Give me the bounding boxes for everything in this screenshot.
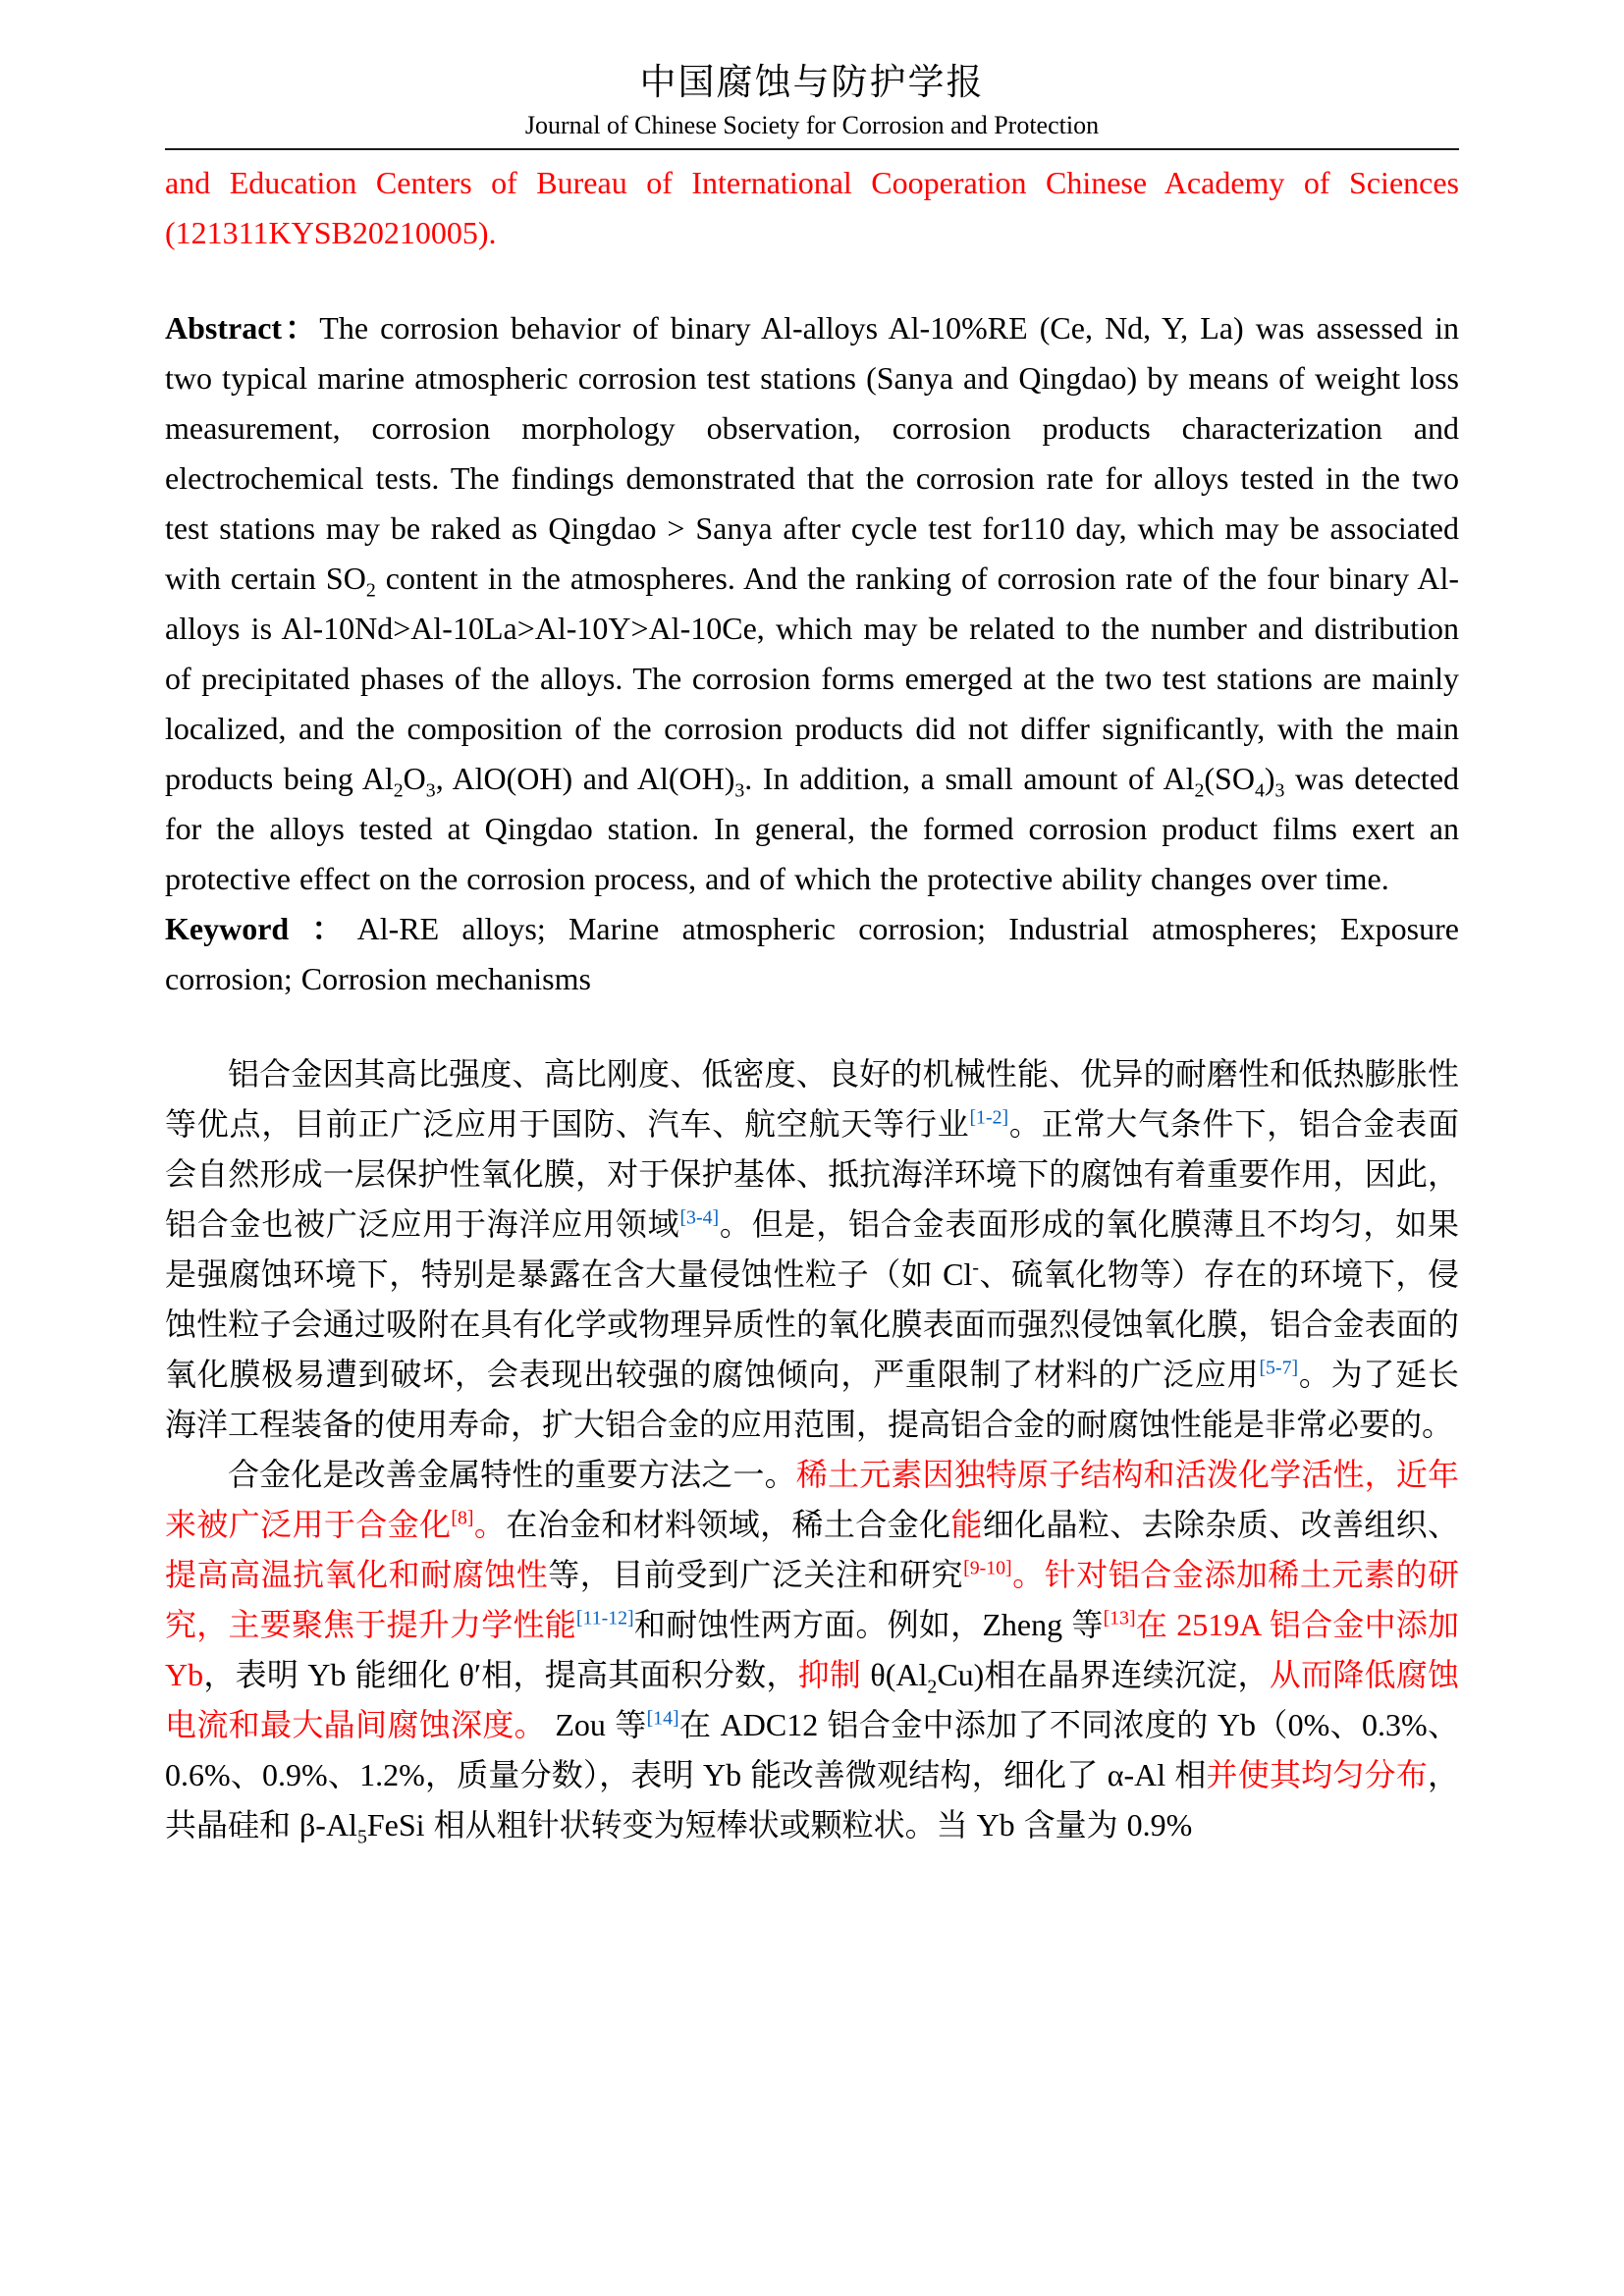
text-segment: 提高高温抗氧化和耐腐蚀性 bbox=[165, 1557, 549, 1592]
text-segment: content in the atmospheres. And the ranking of corrosion rate of the four binary Al-alloys is Al-10Nd>Al-10La>Al-10Y>Al-10Ce, which may be related to the number and distribution of precipitated phases of the alloys. The corrosion forms emerged at the two test stations are mainly localized, and the composition of the corrosion products did not differ significantly, with the main products being Al bbox=[165, 561, 1460, 796]
intro-paragraph-cn bbox=[165, 1049, 1459, 1450]
keyword-paragraph bbox=[165, 904, 1459, 1004]
citation-ref: [14] bbox=[646, 1707, 679, 1730]
chemical-subscript: 3 bbox=[734, 779, 745, 802]
text-segment: ，表明 Yb 能细化 θ′相，提高其面积分数， bbox=[203, 1657, 798, 1692]
chemical-subscript: 5 bbox=[356, 1826, 367, 1848]
text-segment: 细化晶粒、去除杂质、改善组织、 bbox=[982, 1507, 1459, 1542]
chemical-subscript: 3 bbox=[425, 779, 436, 802]
chemical-subscript: 3 bbox=[1274, 779, 1285, 802]
citation-ref: [9-10] bbox=[963, 1557, 1012, 1579]
citation-ref: - bbox=[972, 1256, 979, 1279]
text-segment: ，共晶硅和 β-Al bbox=[165, 1757, 1459, 1842]
text-segment: 合金化是改善金属特性的重要方法之一。 bbox=[228, 1457, 796, 1492]
alloying-paragraph-cn bbox=[165, 1450, 1459, 1850]
text-segment: Abstract： bbox=[165, 310, 320, 346]
journal-title-cn: 中国腐蚀与防护学报 bbox=[639, 63, 985, 103]
text-segment: ) bbox=[1264, 761, 1275, 796]
text-segment: 抑制 bbox=[797, 1657, 862, 1692]
text-segment: 铝合金因其高比强度、高比刚度、低密度、良好的机械性能、优异的耐磨性和低热膨胀性等优点，目前正广泛应用于国防、汽车、航空航天等行业 bbox=[165, 1056, 1459, 1142]
journal-header bbox=[165, 59, 1459, 150]
header-rule bbox=[165, 148, 1459, 150]
text-segment: . In addition, a small amount of Al bbox=[744, 761, 1195, 796]
text-segment: 等，目前受到广泛关注和研究 bbox=[548, 1557, 964, 1592]
text-segment: 。但是，铝合金表面形成的氧化膜薄且不均匀，如果是强腐蚀环境下，特别是暴露在含大量侵蚀性粒子（如 Cl bbox=[165, 1206, 1459, 1292]
text-segment: , AlO(OH) and Al(OH) bbox=[435, 761, 735, 796]
text-segment: 。为了延长海洋工程装备的使用寿命，扩大铝合金的应用范围，提高铝合金的耐腐蚀性能是非常必要的。 bbox=[165, 1357, 1459, 1442]
text-segment: Al-RE alloys; Marine atmospheric corrosion; Industrial atmospheres; Exposure corrosion; Corrosion mechanisms bbox=[165, 911, 1459, 996]
text-segment: Keyword ： bbox=[165, 911, 357, 946]
chemical-subscript: 4 bbox=[1254, 779, 1265, 802]
chemical-subscript: 2 bbox=[927, 1676, 938, 1698]
chemical-subscript: 2 bbox=[393, 779, 404, 802]
text-segment: θ(Al bbox=[861, 1657, 928, 1692]
text-segment: O bbox=[403, 761, 426, 796]
text-segment: 并使其均匀分布 bbox=[1206, 1757, 1428, 1792]
text-segment: 。 bbox=[473, 1507, 507, 1542]
text-segment: was detected for the alloys tested at Qingdao station. In general, the formed corrosion product films exert an protective effect on the corrosion process, and of which the protective ability changes over time. bbox=[165, 761, 1460, 896]
text-segment: 。正常大气条件下，铝合金表面会自然形成一层保护性氧化膜，对于保护基体、抵抗海洋环境下的腐蚀有着重要作用，因此，铝合金也被广泛应用于海洋应用领域 bbox=[165, 1106, 1459, 1242]
text-segment: 在 ADC12 铝合金中添加了不同浓度的 Yb（0%、0.3%、0.6%、0.9%、1.2%，质量分数），表明 Yb 能改善微观结构，细化了 α-Al 相 bbox=[165, 1707, 1459, 1792]
citation-ref: [11-12] bbox=[575, 1607, 634, 1629]
text-segment: and Education Centers of Bureau of International Cooperation Chinese Academy of Sciences (121311KYSB20210005). bbox=[165, 165, 1459, 250]
citation-ref: [1-2] bbox=[969, 1106, 1009, 1129]
text-segment: Cu)相在晶界连续沉淀， bbox=[937, 1657, 1270, 1692]
journal-title-en: Journal of Chinese Society for Corrosion and Protection bbox=[524, 111, 1100, 139]
text-segment: The corrosion behavior of binary Al-alloys Al-10%RE (Ce, Nd, Y, La) was assessed in two typical marine atmospheric corrosion test stations (Sanya and Qingdao) by means of weight loss measurement, corrosion morphology observation, corrosion products characterization and electrochemical tests. The findings demonstrated that the corrosion rate for alloys tested in the two test stations may be raked as Qingdao > Sanya after cycle test for110 day, which may be associated with certain SO bbox=[165, 310, 1459, 596]
text-segment: 稀土元素因独特原子结构和活泼化学活性，近年来被广泛用于合金化 bbox=[165, 1457, 1459, 1542]
document-body bbox=[165, 158, 1459, 1850]
text-segment: 、硫氧化物等）存在的环境下，侵蚀性粒子会通过吸附在具有化学或物理异质性的氧化膜表面而强烈侵蚀氧化膜，铝合金表面的氧化膜极易遭到破坏，会表现出较强的腐蚀倾向，严重限制了材料的广泛应用 bbox=[165, 1256, 1459, 1392]
text-segment: 能 bbox=[950, 1507, 983, 1542]
abstract-paragraph bbox=[165, 303, 1459, 904]
citation-ref: [3-4] bbox=[679, 1206, 720, 1229]
chemical-subscript: 2 bbox=[1194, 779, 1205, 802]
citation-ref: [5-7] bbox=[1259, 1357, 1299, 1379]
citation-ref: [13] bbox=[1103, 1607, 1136, 1629]
citation-ref: [8] bbox=[451, 1507, 474, 1529]
chemical-subscript: 2 bbox=[365, 579, 376, 602]
text-segment: FeSi 相从粗针状转变为短棒状或颗粒状。当 Yb 含量为 0.9% bbox=[366, 1807, 1193, 1842]
text-segment: 从而降低腐蚀电流和最大晶间腐蚀深度。 bbox=[165, 1657, 1459, 1742]
text-segment: Zou 等 bbox=[546, 1707, 647, 1742]
text-segment: 在冶金和材料领域，稀土合金化 bbox=[506, 1507, 951, 1542]
funding-paragraph bbox=[165, 158, 1459, 258]
text-segment: 和耐蚀性两方面。例如，Zheng 等 bbox=[633, 1607, 1104, 1642]
text-segment: 在 2519A 铝合金中添加 Yb bbox=[165, 1607, 1459, 1692]
text-segment: 。针对铝合金添加稀土元素的研究，主要聚焦于提升力学性能 bbox=[165, 1557, 1459, 1642]
text-segment: (SO bbox=[1204, 761, 1255, 796]
